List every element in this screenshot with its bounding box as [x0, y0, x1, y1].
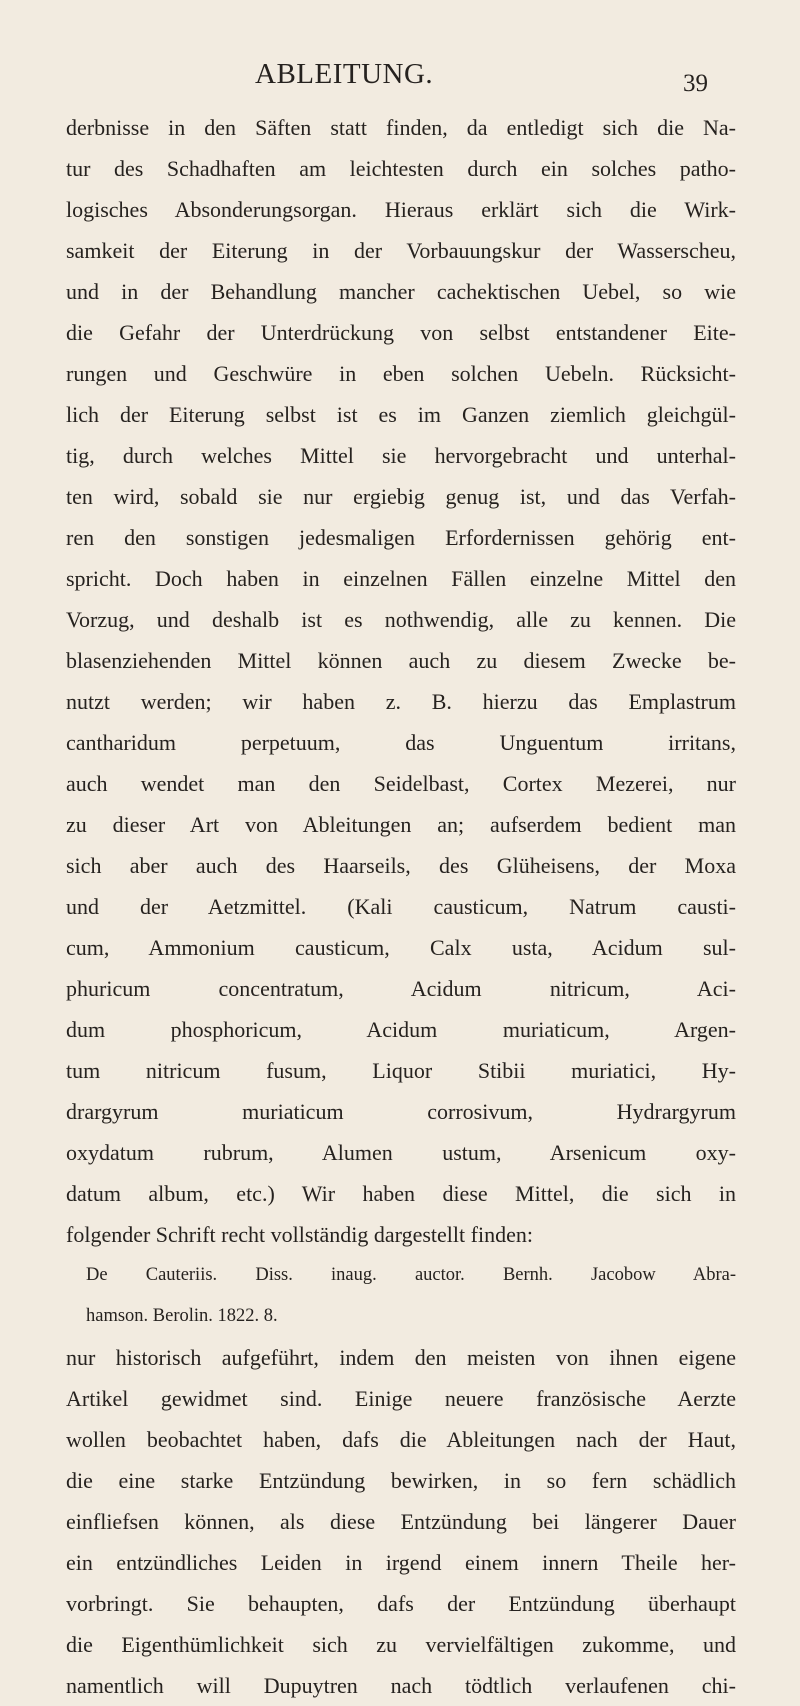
page-number: 39 — [683, 70, 708, 97]
running-head — [0, 58, 800, 98]
text-line: phuricum concentratum, Acidum nitricum, Aci- — [66, 976, 736, 1001]
text-line: blasenziehenden Mittel können auch zu diesem Zwecke be- — [66, 648, 736, 673]
citation-line: hamson. Berolin. 1822. 8. — [86, 1306, 278, 1326]
text-line: vorbringt. Sie behaupten, dafs der Entzündung überhaupt — [66, 1591, 736, 1616]
text-line: rungen und Geschwüre in eben solchen Uebeln. Rücksicht- — [66, 361, 736, 386]
text-line: und der Aetzmittel. (Kali causticum, Natrum causti- — [66, 894, 736, 919]
text-line: und in der Behandlung mancher cachektischen Uebel, so wie — [66, 279, 736, 304]
text-line: logisches Absonderungsorgan. Hieraus erklärt sich die Wirk- — [66, 197, 736, 222]
text-line: ein entzündliches Leiden in irgend einem innern Theile her- — [66, 1550, 736, 1575]
text-line: cum, Ammonium causticum, Calx usta, Acidum sul- — [66, 935, 736, 960]
text-line: Artikel gewidmet sind. Einige neuere französische Aerzte — [66, 1386, 736, 1411]
text-line: nur historisch aufgeführt, indem den meisten von ihnen eigene — [66, 1345, 736, 1370]
text-line: folgender Schrift recht vollständig dargestellt finden: — [66, 1222, 533, 1247]
text-line: die Eigenthümlichkeit sich zu vervielfältigen zukomme, und — [66, 1632, 736, 1657]
text-line: tum nitricum fusum, Liquor Stibii muriatici, Hy- — [66, 1058, 736, 1083]
text-line: sich aber auch des Haarseils, des Glüheisens, der Moxa — [66, 853, 736, 878]
text-line: nutzt werden; wir haben z. B. hierzu das Emplastrum — [66, 689, 736, 714]
text-line: tur des Schadhaften am leichtesten durch ein solches patho- — [66, 156, 736, 181]
text-line: ten wird, sobald sie nur ergiebig genug ist, und das Verfah- — [66, 484, 736, 509]
text-line: derbnisse in den Säften statt finden, da entledigt sich die Na- — [66, 115, 736, 140]
text-line: wollen beobachtet haben, dafs die Ableitungen nach der Haut, — [66, 1427, 736, 1452]
text-line: ren den sonstigen jedesmaligen Erfordernissen gehörig ent- — [66, 525, 736, 550]
text-line: cantharidum perpetuum, das Unguentum irritans, — [66, 730, 736, 755]
text-line: die eine starke Entzündung bewirken, in so fern schädlich — [66, 1468, 736, 1493]
body-text — [66, 107, 736, 1706]
text-line: dum phosphoricum, Acidum muriaticum, Argen- — [66, 1017, 736, 1042]
citation-line: De Cauteriis. Diss. inaug. auctor. Bernh. Jacobow Abra- — [86, 1265, 736, 1285]
text-line: auch wendet man den Seidelbast, Cortex Mezerei, nur — [66, 771, 736, 796]
text-line: lich der Eiterung selbst ist es im Ganzen ziemlich gleichgül- — [66, 402, 736, 427]
text-line: namentlich will Dupuytren nach tödtlich verlaufenen chi- — [66, 1673, 736, 1698]
text-line: einfliefsen können, als diese Entzündung bei längerer Dauer — [66, 1509, 736, 1534]
text-line: die Gefahr der Unterdrückung von selbst entstandener Eite- — [66, 320, 736, 345]
text-line: tig, durch welches Mittel sie hervorgebracht und unterhal- — [66, 443, 736, 468]
text-line: drargyrum muriaticum corrosivum, Hydrargyrum — [66, 1099, 736, 1124]
text-line: samkeit der Eiterung in der Vorbauungskur der Wasserscheu, — [66, 238, 736, 263]
text-line: spricht. Doch haben in einzelnen Fällen einzelne Mittel den — [66, 566, 736, 591]
text-line: zu dieser Art von Ableitungen an; aufserdem bedient man — [66, 812, 736, 837]
text-line: oxydatum rubrum, Alumen ustum, Arsenicum oxy- — [66, 1140, 736, 1165]
text-line: datum album, etc.) Wir haben diese Mittel, die sich in — [66, 1181, 736, 1206]
text-line: Vorzug, und deshalb ist es nothwendig, alle zu kennen. Die — [66, 607, 736, 632]
running-title: ABLEITUNG. — [255, 58, 434, 90]
